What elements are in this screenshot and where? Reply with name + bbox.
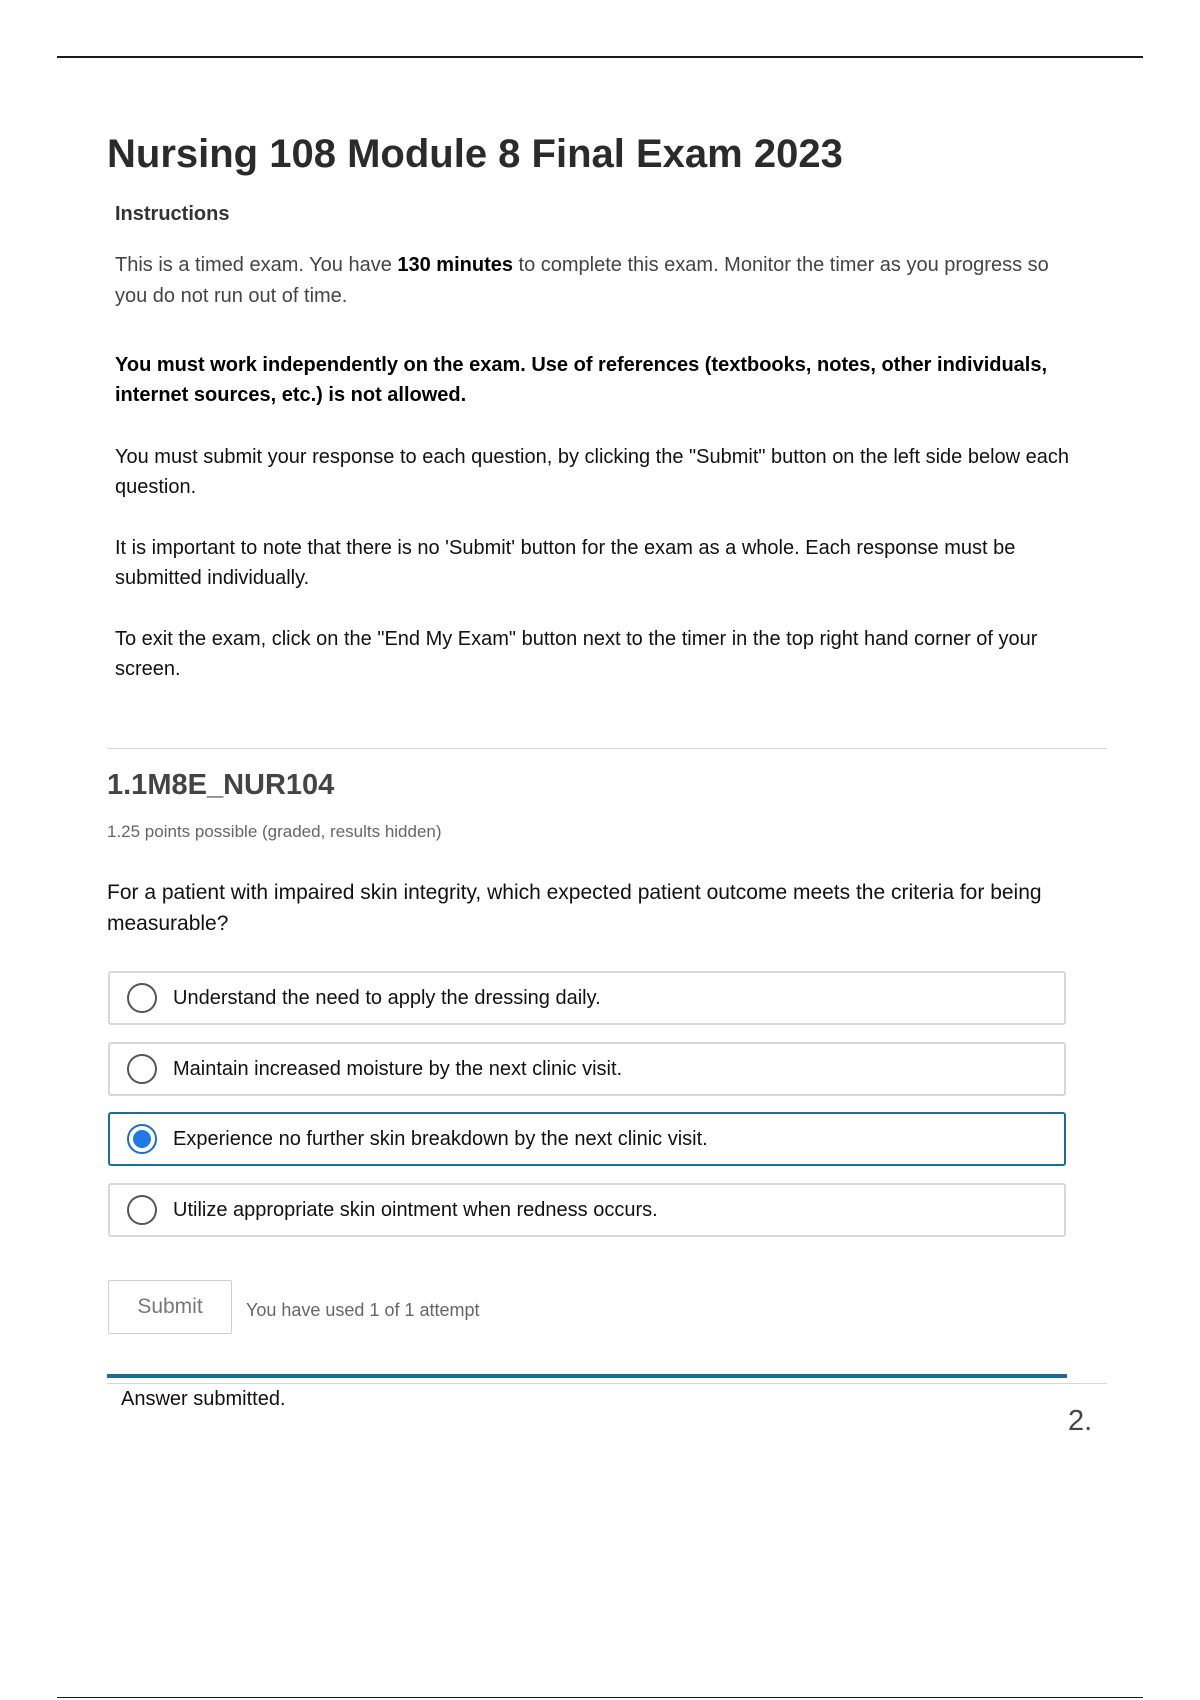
- instructions-no-exam-submit-paragraph: It is important to note that there is no 'Submit' button for the exam as a whole. Each response must be submitted individually.: [115, 537, 1016, 589]
- next-question-number: 2.: [1068, 1405, 1093, 1437]
- timer-text-pre: This is a timed exam. You have: [115, 254, 398, 276]
- instructions-submit-paragraph: You must submit your response to each question, by clicking the "Submit" button on the left side below each question.: [115, 446, 1070, 498]
- status-bar: [107, 1374, 1067, 1378]
- attempts-text: You have used 1 of 1 attempt: [246, 1300, 480, 1320]
- question-points: 1.25 points possible (graded, results hidden): [107, 822, 442, 841]
- radio-button-icon[interactable]: [127, 983, 157, 1013]
- submit-button[interactable]: Submit: [108, 1280, 232, 1334]
- instructions-heading: Instructions: [115, 203, 230, 225]
- question-title: 1.1M8E_NUR104: [107, 769, 335, 801]
- radio-button-icon[interactable]: [127, 1054, 157, 1084]
- answer-option-1[interactable]: [108, 971, 1066, 1025]
- question-prompt: For a patient with impaired skin integrity, which expected patient outcome meets the criteria for being measurable?: [107, 881, 1042, 935]
- section-divider: [107, 1383, 1107, 1384]
- top-page-rule: [57, 56, 1143, 58]
- answer-option-label: Utilize appropriate skin ointment when redness occurs.: [173, 1198, 658, 1221]
- answer-option-3[interactable]: [108, 1112, 1066, 1166]
- page-title: Nursing 108 Module 8 Final Exam 2023: [107, 132, 843, 176]
- instructions-timer-paragraph: [115, 250, 1075, 312]
- instructions-exit-paragraph: To exit the exam, click on the "End My Exam" button next to the timer in the top right hand corner of your screen.: [115, 628, 1038, 680]
- answer-status: Answer submitted.: [121, 1388, 286, 1410]
- instructions-heading-wrap: [115, 203, 1115, 248]
- timer-minutes: 130 minutes: [397, 254, 513, 276]
- radio-button-icon[interactable]: [127, 1195, 157, 1225]
- radio-button-selected-icon[interactable]: [127, 1124, 157, 1154]
- answer-option-4[interactable]: [108, 1183, 1066, 1237]
- section-divider: [107, 748, 1107, 749]
- answer-option-2[interactable]: [108, 1042, 1066, 1096]
- answer-option-label: Experience no further skin breakdown by the next clinic visit.: [173, 1127, 708, 1150]
- timer-text-post: to complete this exam. Monitor the timer as you progress so you do not run out of time.: [115, 254, 1049, 307]
- answer-option-label: Maintain increased moisture by the next clinic visit.: [173, 1057, 623, 1080]
- instructions-independent-paragraph: You must work independently on the exam. Use of references (textbooks, notes, other individuals, internet sources, etc.) is not allowed.: [115, 354, 1048, 406]
- radio-dot-icon: [133, 1130, 151, 1148]
- answer-option-label: Understand the need to apply the dressing daily.: [173, 986, 601, 1009]
- bottom-page-rule: [57, 1697, 1143, 1698]
